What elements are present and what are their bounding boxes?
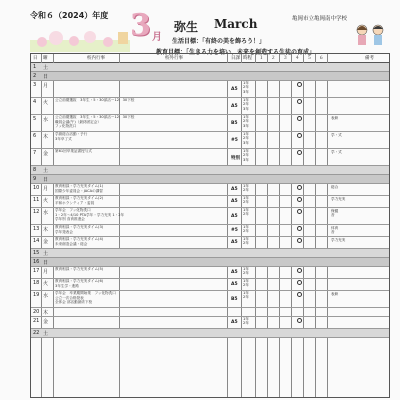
note-item: 表彰	[331, 292, 339, 296]
table-row	[31, 308, 389, 317]
row-schedule-code: B5	[231, 120, 238, 126]
table-row	[31, 208, 389, 225]
row-notes	[331, 185, 338, 189]
row-day: 2	[33, 73, 37, 79]
row-schedule-code: A5	[231, 213, 238, 219]
spring-decoration-icon	[30, 22, 130, 52]
row-schedule-code: A5	[231, 240, 238, 245]
row-events	[55, 149, 92, 154]
row-grade-marks	[243, 196, 249, 205]
table-row	[31, 63, 389, 72]
grade-mark: 1年	[243, 149, 249, 153]
row-day: 14	[33, 238, 40, 244]
row-notes	[331, 116, 338, 120]
row-day: 15	[33, 250, 40, 256]
row-grade-marks	[243, 279, 249, 288]
grade-mark: 2年	[243, 102, 249, 107]
month-japanese: 弥生	[174, 20, 199, 34]
row-grade-marks	[243, 81, 249, 94]
row-grade-marks	[243, 115, 249, 128]
row-event-line: 教育相談・学力充実タイム(1)	[55, 184, 104, 188]
row-weekday: 月	[43, 269, 49, 275]
row-day: 17	[33, 268, 40, 274]
row-weekday: 土	[43, 251, 49, 257]
row-events	[55, 291, 116, 305]
header-p1: １	[259, 56, 264, 61]
circle-mark-icon	[297, 238, 302, 243]
row-notes	[331, 150, 342, 154]
row-event-line: 公立一次合格発表	[55, 295, 84, 300]
row-weekday: 金	[43, 239, 49, 245]
row-event-line: 国際少年委員会・JACAの講習	[55, 188, 103, 193]
children-illustration-icon	[350, 22, 390, 48]
table-row	[31, 184, 389, 196]
circle-mark-icon	[297, 268, 302, 273]
row-notes	[331, 238, 345, 242]
row-event-line: 教育相談・学力充実タイム(3)	[55, 225, 104, 229]
table-row	[31, 225, 389, 237]
row-day: 21	[33, 318, 40, 324]
row-events	[55, 237, 103, 246]
grade-mark: 2年	[243, 153, 249, 158]
row-day: 16	[33, 259, 40, 265]
grade-mark: 2年	[243, 188, 249, 193]
table-row	[31, 166, 389, 175]
row-day: 18	[33, 280, 40, 286]
grade-mark: 2年	[243, 229, 249, 234]
row-weekday: 日	[43, 260, 49, 266]
row-events	[55, 208, 124, 222]
circle-mark-icon	[297, 133, 302, 138]
month-english: March	[214, 17, 258, 31]
grade-mark: 2年	[243, 119, 249, 124]
row-weekday: 月	[43, 186, 49, 192]
header	[30, 8, 390, 56]
row-grade-marks	[243, 317, 249, 326]
row-weekday: 水	[43, 117, 49, 123]
row-schedule-code: B5	[231, 296, 238, 302]
header-p3: ３	[283, 56, 288, 61]
row-events	[55, 98, 134, 103]
row-schedule-code: A5	[231, 282, 238, 287]
row-event-line: 学年発表会	[55, 229, 73, 234]
row-event-line: 学年別 食育推進会	[55, 217, 85, 222]
table-row	[31, 329, 389, 338]
grade-mark: 1年	[243, 184, 249, 188]
header-school-events: 校内行事	[87, 56, 105, 61]
table-header	[31, 54, 389, 63]
row-grade-marks	[243, 149, 249, 162]
grade-mark: 3年	[243, 157, 249, 162]
row-day: 9	[33, 176, 37, 182]
row-weekday: 土	[43, 65, 49, 71]
row-events	[55, 132, 87, 141]
row-day: 4	[33, 99, 37, 105]
circle-mark-icon	[297, 318, 302, 323]
row-event-line: 第61回卒業証書授与式	[55, 149, 92, 153]
row-event-line: 教育相談・学力充実タイム(2)	[55, 196, 104, 200]
row-events	[55, 279, 103, 288]
row-weekday: 日	[43, 74, 49, 80]
grade-mark: 3年	[243, 106, 249, 111]
row-weekday: 火	[43, 198, 49, 204]
row-weekday: 火	[43, 100, 49, 106]
header-notes: 備考	[365, 56, 374, 61]
note-item: 学力充実	[331, 238, 346, 242]
table-row	[31, 115, 389, 132]
row-event-line: 教育相談・学力充実タイム(5)	[55, 267, 104, 271]
table-row	[31, 196, 389, 208]
row-weekday: 金	[43, 151, 49, 157]
table-row	[31, 258, 389, 267]
row-schedule-code: #5	[231, 137, 238, 143]
circle-mark-icon	[297, 185, 302, 190]
circle-mark-icon	[297, 99, 302, 104]
row-notes	[331, 226, 338, 235]
table-row	[31, 98, 389, 115]
row-day: 8	[33, 167, 37, 173]
note-item: 学・式	[331, 150, 342, 154]
month-suffix: 月	[152, 32, 162, 43]
grade-mark: 1年	[243, 132, 249, 136]
grade-mark: 2年	[243, 321, 249, 326]
row-weekday: 月	[43, 83, 49, 89]
row-schedule-code: A5	[231, 320, 238, 325]
grade-mark: 1年	[243, 225, 249, 229]
table-row	[31, 132, 389, 149]
note-item: 表彰	[331, 116, 339, 120]
row-event-line: 3年卒了式	[55, 136, 72, 141]
note-item: 学・式	[331, 133, 342, 137]
row-day: 7	[33, 150, 37, 156]
table-row	[31, 317, 389, 329]
note-item: 音	[331, 230, 335, 235]
row-weekday: 土	[43, 331, 49, 337]
row-weekday: 火	[43, 281, 49, 287]
grade-mark: 1年	[243, 208, 249, 212]
row-event-line: 平和ホランティア・委員	[55, 200, 95, 205]
circle-mark-icon	[297, 280, 302, 285]
grade-mark: 1年	[243, 291, 249, 295]
row-event-line: 職員会議(午)（最終固定会）	[55, 119, 101, 124]
header-p5: ５	[307, 56, 312, 61]
header-external-events: 校外行事	[165, 56, 183, 61]
grade-mark: 3年	[243, 89, 249, 94]
row-events	[55, 184, 103, 193]
grade-mark: 1年	[243, 279, 249, 283]
row-day: 22	[33, 330, 40, 336]
row-weekday: 土	[43, 168, 49, 174]
table-row	[31, 291, 389, 308]
circle-mark-icon	[297, 150, 302, 155]
row-schedule-code: A5	[231, 199, 238, 204]
row-weekday: 木	[43, 310, 49, 316]
row-schedule-code: A5	[231, 187, 238, 192]
row-schedule-code: A5	[231, 86, 238, 92]
note-item: 保健	[331, 209, 339, 213]
header-weekday: 曜	[43, 56, 48, 61]
note-item: 学力充実	[331, 197, 346, 201]
header-day: 日	[33, 56, 38, 61]
row-event-line: 3年生学・進路	[55, 283, 79, 288]
row-grade-marks	[243, 132, 249, 145]
row-grade-marks	[243, 225, 249, 234]
header-p6: ６	[319, 56, 324, 61]
row-weekday: 木	[43, 227, 49, 233]
row-event-line: 公立前期選抜 3年生・5・30部活ー12：30下校	[55, 115, 135, 119]
table-row	[31, 81, 389, 98]
row-day: 5	[33, 116, 37, 122]
row-notes	[331, 292, 338, 296]
circle-mark-icon	[297, 209, 302, 214]
row-day: 12	[33, 209, 40, 215]
row-grade-marks	[243, 267, 249, 276]
row-event-line: 学級総合活動・予行	[55, 132, 88, 136]
row-grade-marks	[243, 98, 249, 111]
row-notes	[331, 133, 342, 137]
row-schedule-code: A5	[231, 270, 238, 275]
row-event-line: 教育相談・学力充実タイム(6)	[55, 279, 104, 283]
row-event-line: 未来創造会議・総会	[55, 241, 88, 246]
row-event-line: 全体会 部活動最終下校	[55, 300, 93, 305]
row-weekday: 金	[43, 319, 49, 325]
school-name: 亀岡市立亀岡南中学校	[292, 16, 348, 22]
row-day: 19	[33, 292, 40, 298]
row-notes	[331, 197, 345, 201]
header-p4: ４	[295, 56, 300, 61]
row-schedule-code: 特別	[231, 155, 240, 161]
circle-mark-icon	[297, 116, 302, 121]
table-row	[31, 72, 389, 81]
circle-mark-icon	[297, 197, 302, 202]
table-row	[31, 149, 389, 166]
grade-mark: 1年	[243, 196, 249, 200]
row-weekday: 水	[43, 210, 49, 216]
grade-mark: 1年	[243, 81, 249, 85]
grade-mark: 2年	[243, 241, 249, 246]
grade-mark: 1年	[243, 98, 249, 102]
row-day: 6	[33, 133, 37, 139]
row-events	[55, 115, 134, 129]
row-day: 13	[33, 226, 40, 232]
grade-mark: 1年	[243, 317, 249, 321]
row-event-line: 学年会 フッ化物洗口	[55, 208, 91, 212]
circle-mark-icon	[297, 226, 302, 231]
header-p2: ２	[271, 56, 276, 61]
life-goal: 生活目標：「有終の美を飾ろう！」	[172, 38, 266, 45]
grade-mark: 2年	[243, 271, 249, 276]
schedule-table	[30, 53, 390, 398]
table-row	[31, 267, 389, 279]
row-grade-marks	[243, 237, 249, 246]
note-item: 総合	[331, 185, 339, 189]
table-row	[31, 175, 389, 184]
grade-mark: 2年	[243, 283, 249, 288]
row-event-line: 1・2年～4/10 PTA学年・学力充実 1・2年	[55, 212, 125, 217]
row-day: 1	[33, 64, 37, 70]
row-day: 10	[33, 185, 40, 191]
row-events	[55, 196, 103, 205]
note-item: 体育	[331, 226, 339, 230]
note-item: 音	[331, 213, 335, 218]
row-weekday: 水	[43, 293, 49, 299]
year-label: 令和６（2024）年度	[30, 11, 109, 20]
row-schedule-code: #5	[231, 228, 238, 233]
row-event-line: 教育相談・学力充実タイム(4)	[55, 237, 104, 241]
table-row	[31, 237, 389, 249]
grade-mark: 2年	[243, 212, 249, 217]
grade-mark: 2年	[243, 136, 249, 141]
table-row	[31, 279, 389, 291]
row-notes	[331, 209, 338, 218]
circle-mark-icon	[297, 292, 302, 297]
row-day: 20	[33, 309, 40, 315]
grade-mark: 1年	[243, 267, 249, 271]
grade-mark: 2年	[243, 85, 249, 90]
month-number: 3	[130, 8, 150, 43]
table-row	[31, 249, 389, 258]
row-event-line: 公立前期選抜 3年生・5・30部活ー12：30下校	[55, 98, 135, 102]
grade-mark: 2年	[243, 200, 249, 205]
row-weekday: 木	[43, 134, 49, 140]
row-event-line: フッ化物洗口	[55, 124, 77, 129]
row-schedule-code: A5	[231, 103, 238, 109]
grade-mark: 3年	[243, 123, 249, 128]
circle-mark-icon	[297, 82, 302, 87]
header-schedule: 日課	[231, 56, 240, 61]
header-period: 時程	[243, 56, 252, 61]
row-event-line: 学年会 卒業期間始業 フッ化物洗口	[55, 291, 116, 295]
row-events	[55, 267, 103, 272]
grade-mark: 1年	[243, 237, 249, 241]
row-events	[55, 225, 103, 234]
row-grade-marks	[243, 184, 249, 193]
grade-mark: 3年	[243, 140, 249, 145]
education-goal: 教育目標：「生きる力を培い、未来を創造する生徒の育成」	[156, 49, 316, 56]
row-grade-marks	[243, 208, 249, 217]
grade-mark: 1年	[243, 115, 249, 119]
row-weekday: 日	[43, 177, 49, 183]
row-day: 3	[33, 82, 37, 88]
row-grade-marks	[243, 291, 249, 300]
grade-mark: 2年	[243, 295, 249, 300]
row-day: 11	[33, 197, 40, 203]
